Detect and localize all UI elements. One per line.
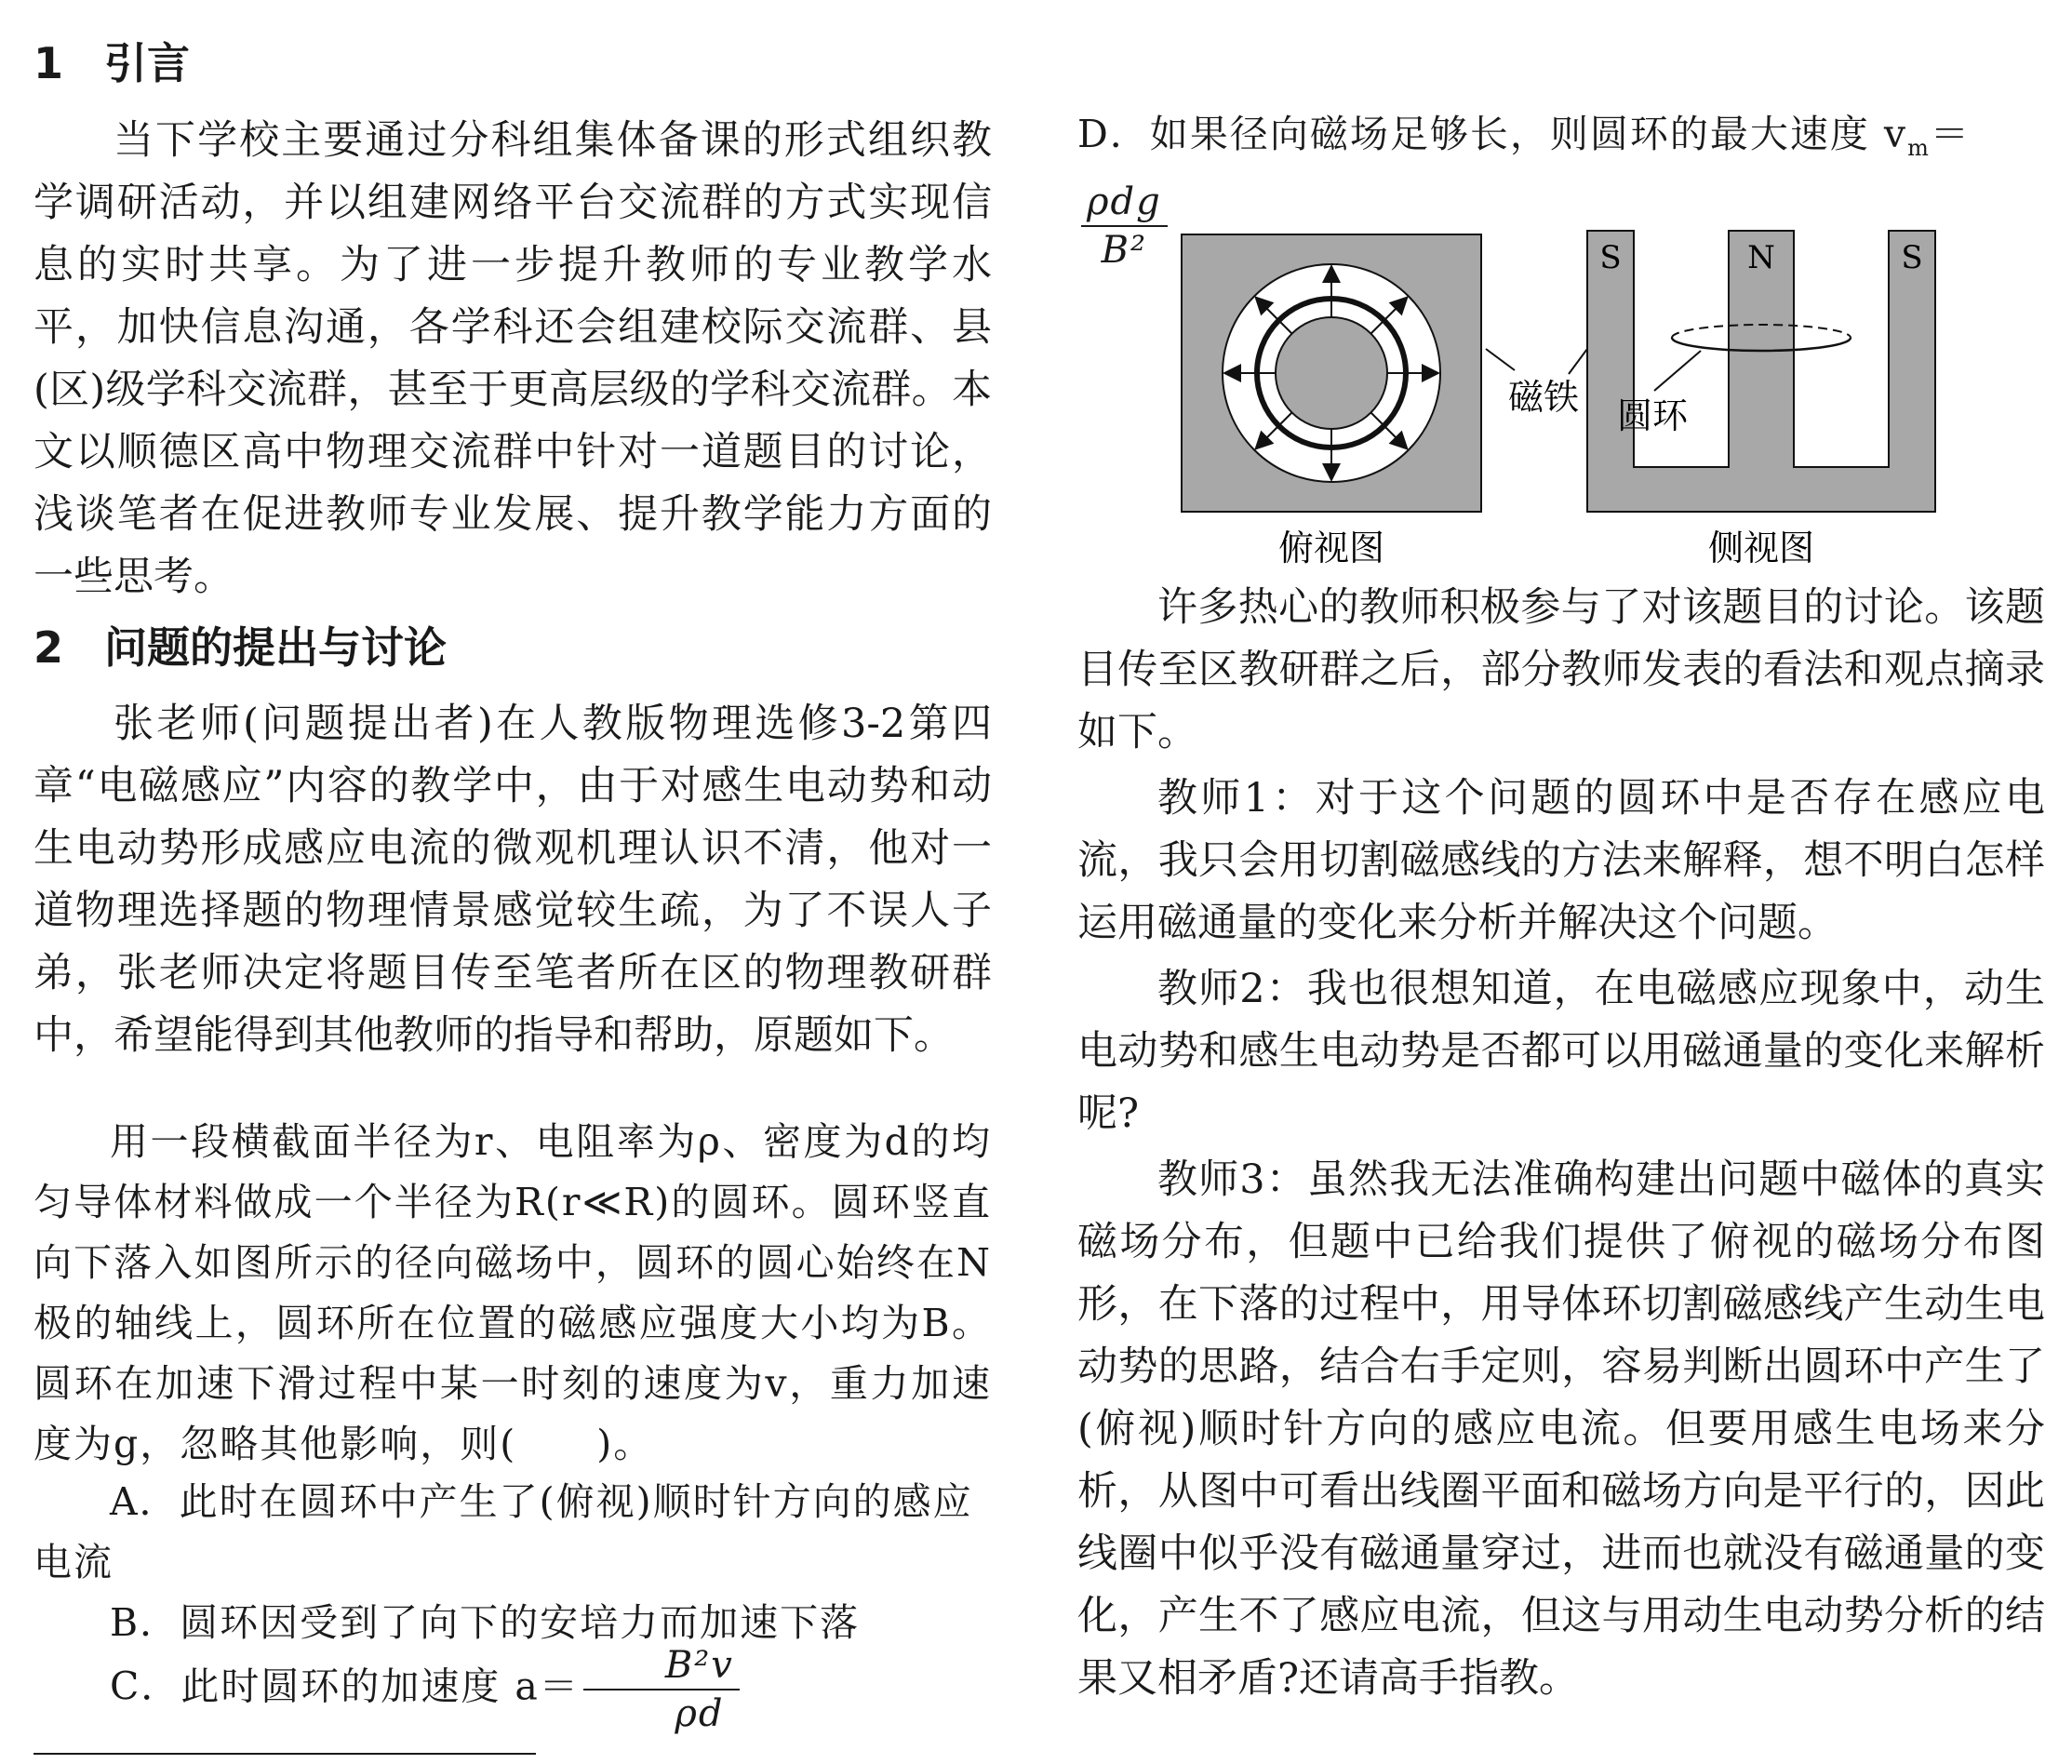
option-c [33, 1642, 992, 1737]
pole-s-right: S [1901, 239, 1923, 276]
section-number: 1 [33, 38, 64, 88]
magnet-leader-line [1569, 349, 1587, 374]
side-view-diagram [1486, 231, 1935, 512]
magnet-label: 磁铁 [1508, 377, 1580, 418]
option-d-text: D．如果径向磁场足够长，则圆环的最大速度 v [1077, 112, 1908, 156]
section-1-heading [33, 37, 190, 89]
teacher-1-comment: 教师1：对于这个问题的圆环中是否存在感应电流，我只会用切割磁感线的方法来解释，想不明白怎样运用磁通量的变化来分析并解决这个问题。 [1077, 775, 2045, 946]
teacher-2-comment: 教师2：我也很想知道，在电磁感应现象中，动生电动势和感生电动势是否都可以用磁通量的变化来解析呢? [1077, 966, 2045, 1137]
teacher-3-comment: 教师3：虽然我无法准确构建出问题中磁体的真实磁场分布，但题中已给我们提供了俯视的磁场分布图形，在下落的过程中，用导体环切割磁感线产生动生电动势的思路，结合右手定则，容易判断出圆环中产生了(俯视)顺时针方向的感应电流。但要用感生电场来分析，从图中可看出线圈平面和磁场方向是平行的，因此线圈中似乎没有磁通量穿过，进而也就没有磁通量的变化，产生不了感应电流，但这与用动生电动势分析的结果又相矛盾?还请高手指教。 [1077, 1156, 2045, 1702]
option-c-text: C．此时圆环的加速度 a＝ [110, 1664, 580, 1709]
section-title: 引言 [104, 38, 190, 88]
section-2-heading [33, 621, 447, 674]
discussion-intro: 许多热心的教师积极参与了对该题目的讨论。该题目传至区教研群之后，部分教师发表的看法和观点摘录如下。 [1077, 584, 2045, 755]
fraction-denominator: B² [1101, 229, 1148, 273]
magnet-leader-line [1486, 349, 1515, 370]
top-view-caption: 俯视图 [1277, 528, 1385, 568]
option-d-fraction [1081, 179, 1168, 274]
option-d-subscript: m [1907, 135, 1931, 162]
question-paragraph: 用一段横截面半径为r、电阻率为ρ、密度为d的均匀导体材料做成一个半径为R(r≪R)的圆环。圆环竖直向下落入如图所示的径向磁场中，圆环的圆心始终在N极的轴线上，圆环所在位置的磁感应强度大小均为B。圆环在加速下滑过程中某一时刻的速度为v，重力加速度为g，忽略其他影响，则( )。 [33, 1119, 992, 1466]
option-a: A．此时在圆环中产生了(俯视)顺时针方向的感应电流 [33, 1479, 973, 1584]
ring-label: 圆环 [1617, 395, 1689, 436]
side-view-caption: 侧视图 [1707, 528, 1815, 568]
option-d-equals: ＝ [1930, 112, 1971, 156]
fraction-numerator: B²v [583, 1642, 740, 1690]
magnet-figure [1180, 223, 1961, 577]
option-c-fraction [583, 1642, 740, 1737]
pole-n: N [1747, 239, 1775, 276]
ring-leader-line [1654, 351, 1701, 391]
fraction-denominator: ρd [675, 1692, 725, 1735]
footnote-divider [33, 1753, 536, 1755]
option-b: B．圆环因受到了向下的安培力而加速下落 [110, 1600, 861, 1645]
section-title: 问题的提出与讨论 [104, 622, 447, 673]
section-number: 2 [33, 622, 64, 673]
pole-s-left: S [1599, 239, 1622, 276]
fraction-numerator: ρdg [1081, 179, 1168, 227]
top-view-diagram [1182, 234, 1481, 512]
intro-paragraph: 当下学校主要通过分科组集体备课的形式组织教学调研活动，并以组建网络平台交流群的方式实现信息的实时共享。为了进一步提升教师的专业教学水平，加快信息沟通，各学科还会组建校际交流群、县(区)级学科交流群，甚至于更高层级的学科交流群。本文以顺德区高中物理交流群中针对一道题目的讨论，浅谈笔者在促进教师专业发展、提升教学能力方面的一些思考。 [33, 117, 992, 600]
problem-paragraph: 张老师(问题提出者)在人教版物理选修3-2第四章“电磁感应”内容的教学中，由于对感生电动势和动生电动势形成感应电流的微观机理认识不清，他对一道物理选择题的物理情景感觉较生疏，为了不误人子弟，张老师决定将题目传至笔者所在区的物理教研群中，希望能得到其他教师的指导和帮助，原题如下。 [33, 701, 992, 1059]
